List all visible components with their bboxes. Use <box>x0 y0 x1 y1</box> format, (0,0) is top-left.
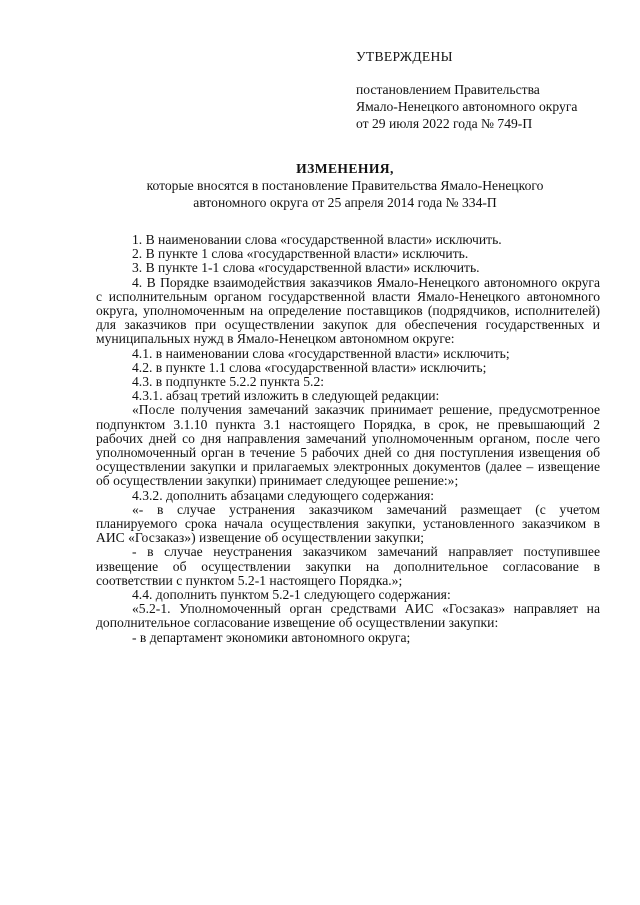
document-title: ИЗМЕНЕНИЯ, <box>296 161 394 176</box>
approval-line-resolution: постановлением Правительства <box>356 82 540 97</box>
paragraph-economics-department: - в департамент экономики автономного округа; <box>132 629 411 645</box>
paragraph-quote-5-2-1: «5.2-1. Уполномоченный орган средствами АИС «Госзаказ» направляет на дополнительное согласование извещение об осуществлении закупки: <box>96 601 600 631</box>
paragraph-item-3: 3. В пункте 1-1 слова «государственной власти» исключить. <box>132 260 480 276</box>
paragraph-item-2: 2. В пункте 1 слова «государственной власти» исключить. <box>132 246 469 262</box>
paragraph-quote-non-elimination: - в случае неустранения заказчиком замечаний направляет поступившее извещение об осуществлении закупки на дополнительное согласование в соответствии с пунктом 5.2-1 настоящего Порядка.»; <box>96 544 600 588</box>
paragraph-item-4-2: 4.2. в пункте 1.1 слова «государственной власти» исключить; <box>132 359 487 375</box>
document-subtitle-line-1: которые вносятся в постановление Правительства Ямало-Ненецкого <box>146 178 544 193</box>
approval-stamp-heading: УТВЕРЖДЕНЫ <box>356 49 453 64</box>
approval-line-region: Ямало-Ненецкого автономного округа <box>356 99 578 114</box>
approval-line-date-number: от 29 июля 2022 года № 749-П <box>356 116 533 131</box>
paragraph-item-4-1: 4.1. в наименовании слова «государственной власти» исключить; <box>132 345 510 361</box>
document-body <box>96 233 600 645</box>
approval-block <box>356 48 626 132</box>
paragraph-item-4-3: 4.3. в подпункте 5.2.2 пункта 5.2: <box>132 374 325 390</box>
paragraph-item-4-3-2: 4.3.2. дополнить абзацами следующего содержания: <box>132 487 435 503</box>
paragraph-quote-after-remarks: «После получения замечаний заказчик принимает решение, предусмотренное подпунктом 3.1.10 пункта 3.1 настоящего Порядка, в срок, не превышающий 2 рабочих дней со дня направления замечаний уполномоченным органом, после чего уполномоченный орган в течение 5 рабочих дней со дня поступления извещения об осуществлении закупки и прилагаемых электронных документов (далее – извещение об осуществлении закупки) принимает следующее решение:»; <box>96 402 600 489</box>
paragraph-item-4-3-1: 4.3.1. абзац третий изложить в следующей редакции: <box>132 388 440 404</box>
paragraph-item-4-4: 4.4. дополнить пунктом 5.2-1 следующего содержания: <box>132 587 451 603</box>
document-heading <box>90 160 600 211</box>
paragraph-item-4: 4. В Порядке взаимодействия заказчиков Ямало-Ненецкого автономного округа с исполнительным органом государственной власти Ямало-Ненецкого автономного округа, уполномоченным на определение поставщиков (подрядчиков, исполнителей) для заказчиков при осуществлении закупок для обеспечения государственных и муниципальных нужд в Ямало-Ненецком автономном округе: <box>96 274 600 347</box>
paragraph-quote-elimination: «- в случае устранения заказчиком замечаний размещает (с учетом планируемого срока начала осуществления закупки, установленного заказчиком в АИС «Госзаказ») извещение об осуществлении закупки; <box>96 501 600 546</box>
document-subtitle-line-2: автономного округа от 25 апреля 2014 года № 334-П <box>193 195 497 210</box>
paragraph-item-1: 1. В наименовании слова «государственной власти» исключить. <box>132 232 502 247</box>
